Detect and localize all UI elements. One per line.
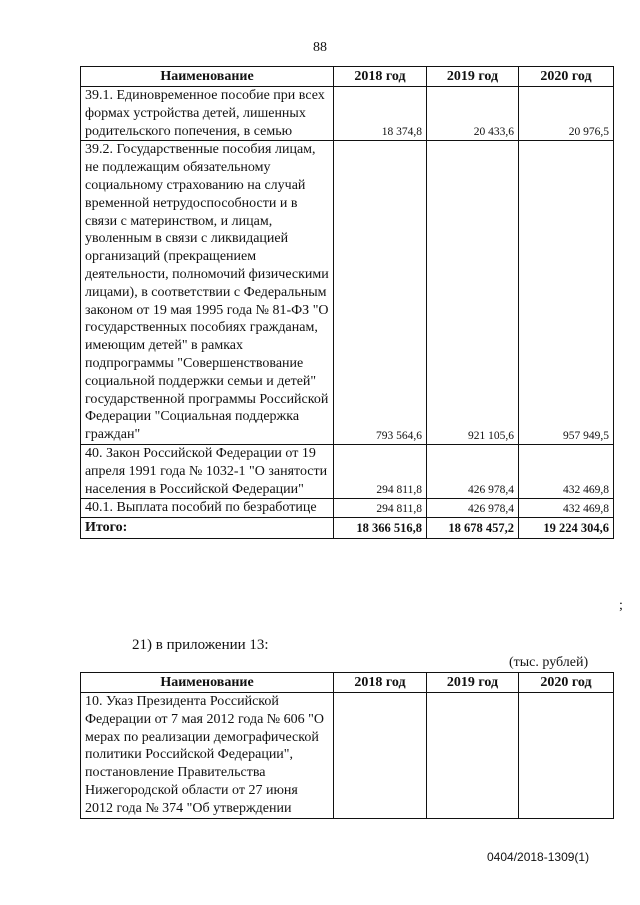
- row-value-2020: 432 469,8: [519, 444, 614, 498]
- table-row: [81, 87, 614, 141]
- row-value-2018: 294 811,8: [334, 499, 427, 518]
- table-header-row: [81, 67, 614, 87]
- row-value-2019: [427, 693, 519, 819]
- row-value-2020: [519, 693, 614, 819]
- row-value-2018: [334, 693, 427, 819]
- row-value-2018: 793 564,6: [334, 141, 427, 445]
- total-row: [81, 518, 614, 539]
- units-label: (тыс. рублей): [509, 655, 589, 670]
- row-name: 40. Закон Российской Федерации от 19 апреля 1991 года № 1032-1 "О занятости населения в Российской Федерации": [81, 444, 334, 498]
- total-2018: 18 366 516,8: [334, 518, 427, 539]
- row-value-2019: 921 105,6: [427, 141, 519, 445]
- row-value-2019: 426 978,4: [427, 499, 519, 518]
- page-number: 88: [313, 40, 327, 55]
- row-name: 39.1. Единовременное пособие при всех формах устройства детей, лишенных родительского попечения, в семью: [81, 87, 334, 141]
- header-2020: 2020 год: [519, 67, 614, 87]
- header-name: Наименование: [81, 673, 334, 693]
- table-row: [81, 444, 614, 498]
- budget-table-1: [80, 66, 614, 539]
- row-value-2018: 18 374,8: [334, 87, 427, 141]
- header-2019: 2019 год: [427, 673, 519, 693]
- row-value-2018: 294 811,8: [334, 444, 427, 498]
- budget-table-2: [80, 672, 614, 819]
- row-name: 40.1. Выплата пособий по безработице: [81, 499, 334, 518]
- row-name: 39.2. Государственные пособия лицам, не подлежащим обязательному социальному страхованию на случай временной нетрудоспособности и в связи с материнством, и лицам, уволенным в связи с ликвидацией организаций (прекращением деятельности, полномочий физическими лицами), в соответствии с Федеральным законом от 19 мая 1995 года № 81-ФЗ "О государственных пособиях гражданам, имеющим детей" в рамках подпрограммы "Совершенствование социальной поддержки семьи и детей" государственной программы Российской Федерации "Социальная поддержка граждан": [81, 141, 334, 445]
- header-2020: 2020 год: [519, 673, 614, 693]
- row-value-2020: 432 469,8: [519, 499, 614, 518]
- header-2018: 2018 год: [334, 673, 427, 693]
- row-value-2020: 957 949,5: [519, 141, 614, 445]
- row-value-2020: 20 976,5: [519, 87, 614, 141]
- row-value-2019: 20 433,6: [427, 87, 519, 141]
- document-code: 0404/2018-1309(1): [487, 850, 590, 864]
- table-row: [81, 499, 614, 518]
- row-name: 10. Указ Президента Российской Федерации от 7 мая 2012 года № 606 "О мерах по реализации демографической политики Российской Федерации", постановление Правительства Нижегородской области от 27 июня 2012 года № 374 "Об утверждении: [81, 693, 334, 819]
- total-label: Итого:: [81, 518, 334, 539]
- header-name: Наименование: [81, 67, 334, 87]
- table-row: [81, 141, 614, 445]
- table-row: [81, 693, 614, 819]
- header-2018: 2018 год: [334, 67, 427, 87]
- trailing-semicolon: ;: [619, 598, 623, 613]
- appendix-line: 21) в приложении 13:: [132, 637, 269, 653]
- total-2019: 18 678 457,2: [427, 518, 519, 539]
- row-value-2019: 426 978,4: [427, 444, 519, 498]
- header-2019: 2019 год: [427, 67, 519, 87]
- table-header-row: [81, 673, 614, 693]
- total-2020: 19 224 304,6: [519, 518, 614, 539]
